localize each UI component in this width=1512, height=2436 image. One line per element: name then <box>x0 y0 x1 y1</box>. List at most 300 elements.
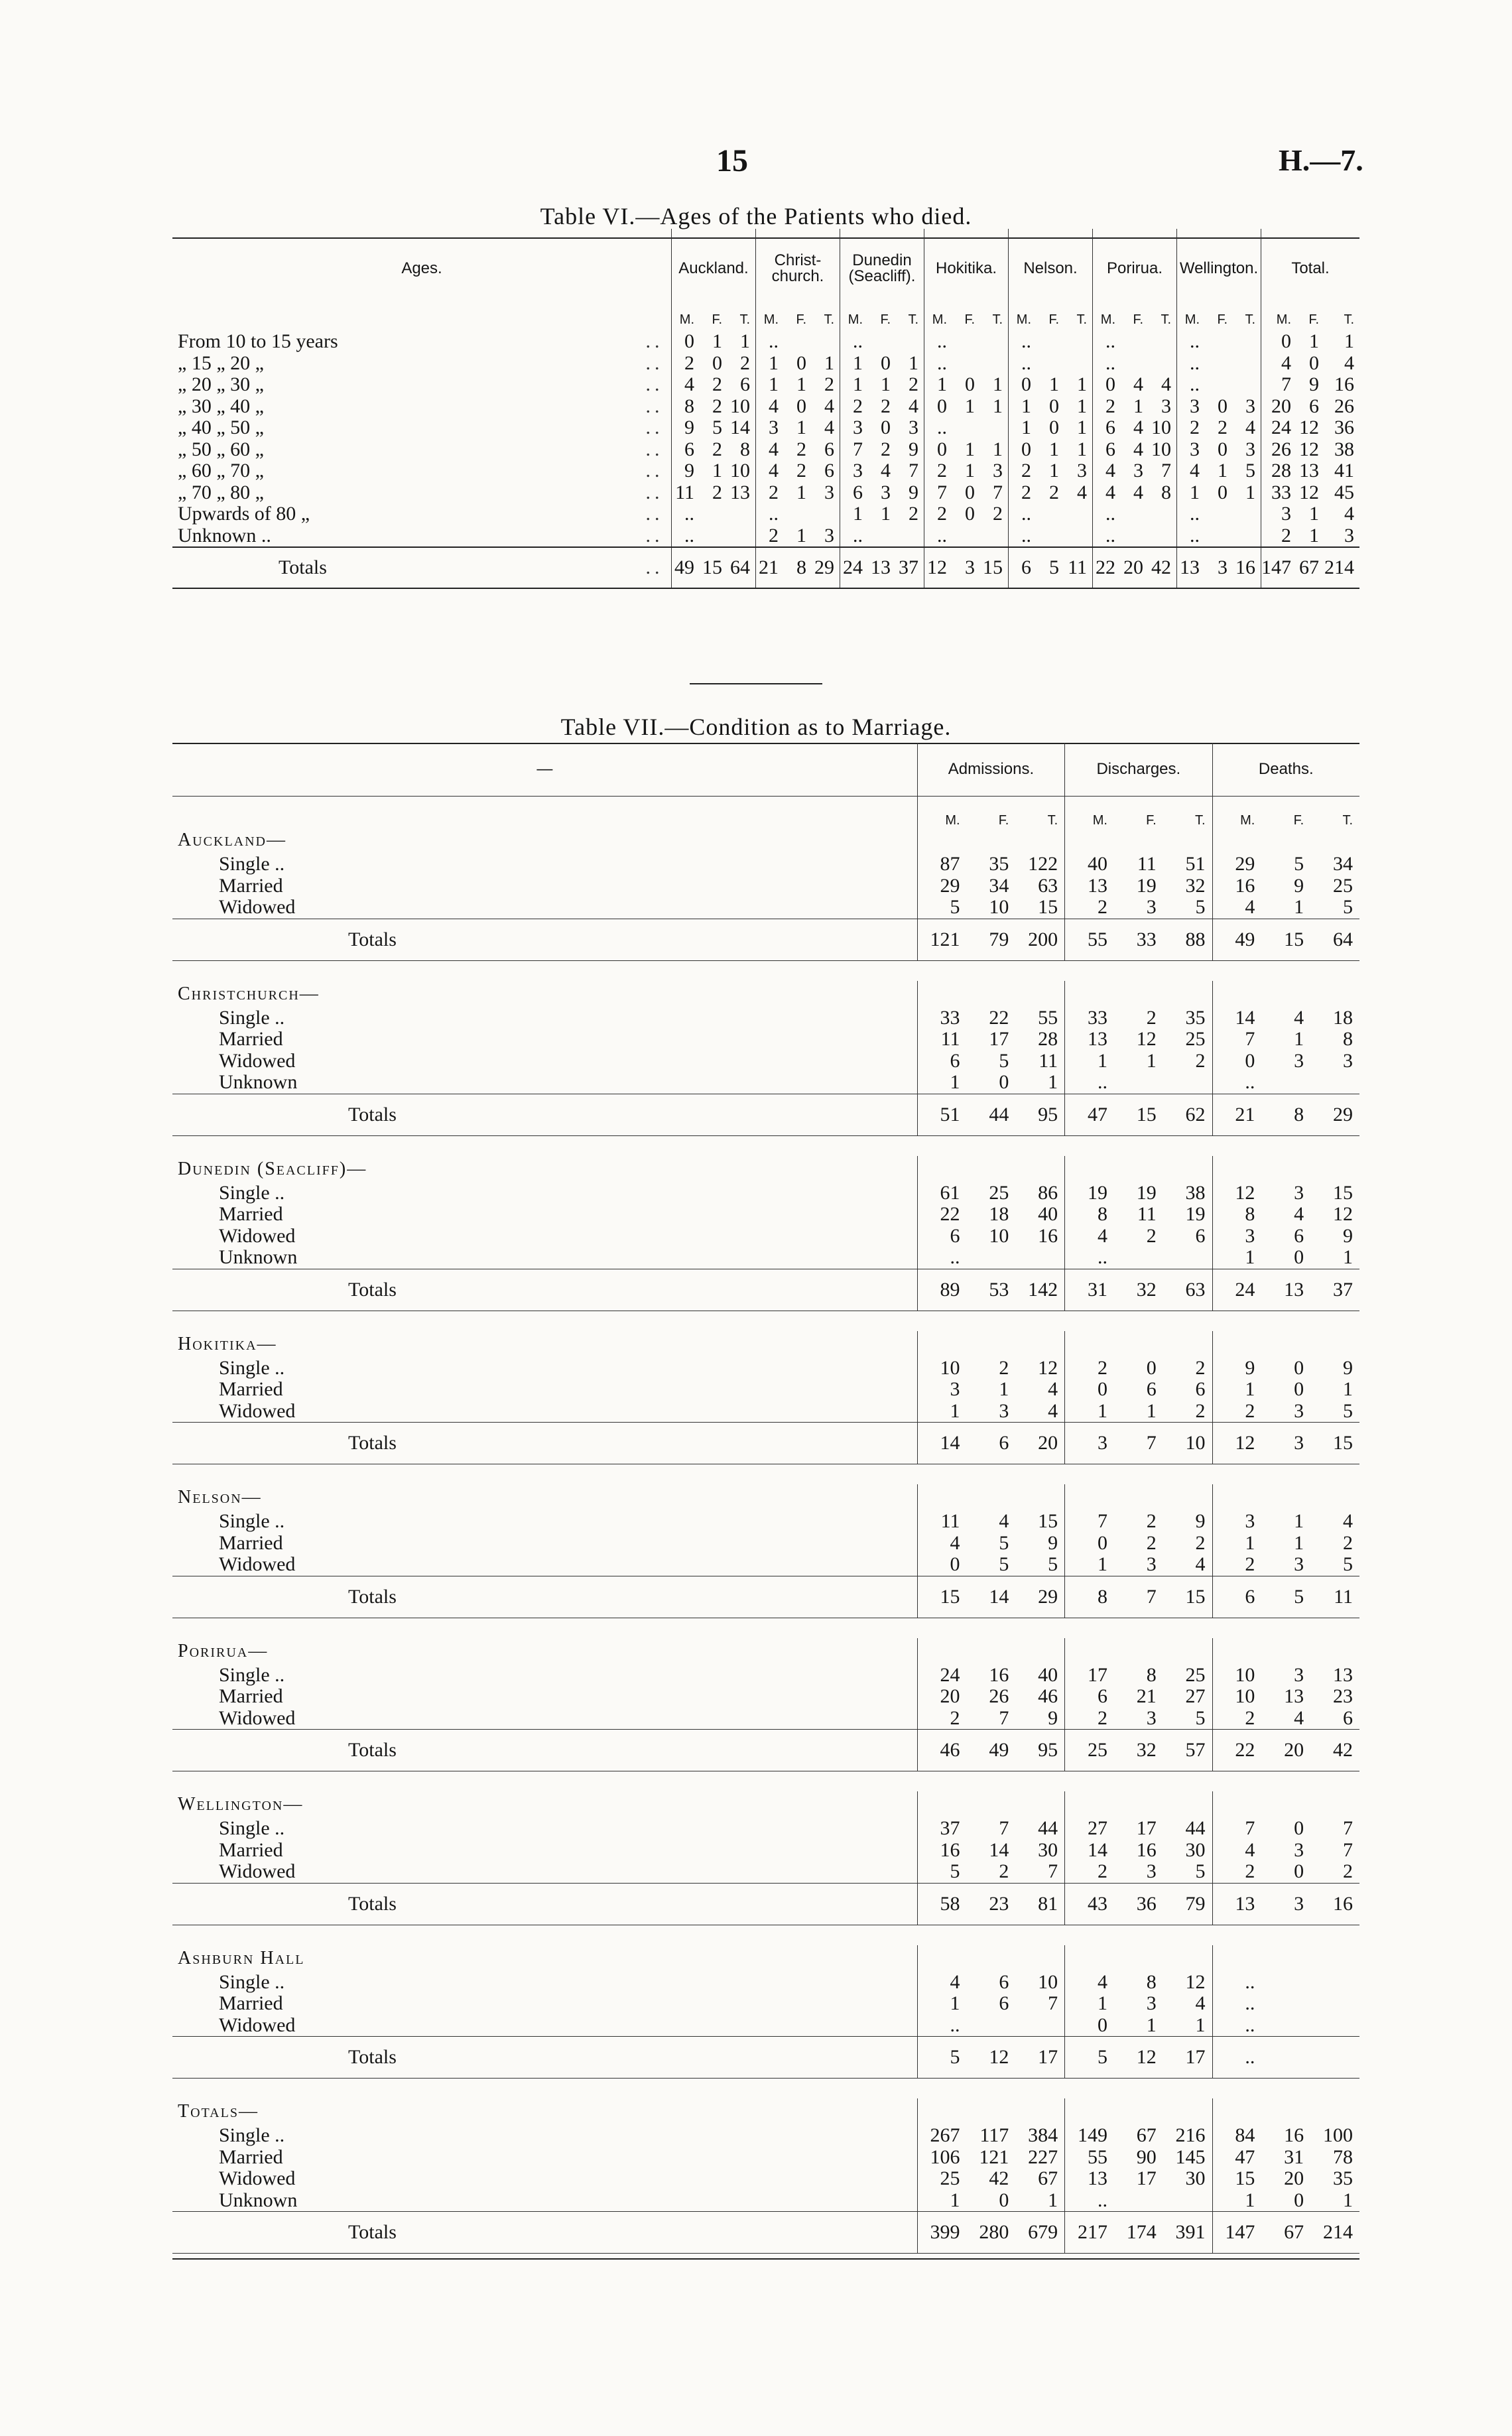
table6-total-cell: 67 <box>1296 547 1324 588</box>
table7-totals-label: Totals <box>172 1730 917 1771</box>
table6-cell: 0 <box>796 395 806 417</box>
table6-cell <box>812 503 840 525</box>
table7-row-label-text: Married <box>219 1992 283 2015</box>
table7-cell: 16 <box>917 1840 966 1862</box>
table7-total-cell: 20 <box>1015 1423 1064 1464</box>
table7-cell: .. <box>1065 1072 1114 1094</box>
table7-cell: 67 <box>1038 2167 1058 2190</box>
table6-cell <box>896 331 924 353</box>
table6-mft-row <box>172 308 1359 331</box>
table6-cell <box>980 331 1009 353</box>
table7-cell: 34 <box>989 874 1009 897</box>
table6-cell <box>952 417 980 439</box>
table6-cell: 1 <box>965 460 975 482</box>
table6-cell: 2 <box>1049 481 1059 503</box>
table7-cell: 1 <box>1212 1379 1261 1401</box>
table7-section-heading-row <box>172 2098 1359 2125</box>
table7-cell: 4 <box>1294 1006 1304 1029</box>
table7-cell: 267 <box>917 2125 966 2147</box>
table6-age-label: „ 70 „ 80 „ <box>178 481 264 503</box>
table6-total-cell: 12 <box>924 547 953 588</box>
table6-cell: 6 <box>1093 439 1121 461</box>
table6-cell: 4 <box>1344 352 1354 374</box>
table7-row-label-text: Widowed <box>219 1860 296 1883</box>
table6-cell: 26 <box>1334 395 1354 417</box>
table7-row-label-text: Married <box>219 1203 283 1226</box>
table6-age-label: „ 15 „ 20 „ <box>178 352 264 374</box>
table6-cell: 6 <box>1093 417 1121 439</box>
table7-cell: 2 <box>1146 1006 1157 1029</box>
table6-cell: 16 <box>1334 373 1354 396</box>
table7-total-cell: 23 <box>967 1883 1016 1925</box>
table7-cell: 9 <box>1294 874 1304 897</box>
table6-cell: 2 <box>740 352 750 374</box>
table7-empty-cell <box>917 1945 966 1972</box>
table7-total-cell: 44 <box>967 1094 1016 1135</box>
table7-row-label-text: Widowed <box>219 1399 296 1422</box>
table7-cell: 1 <box>1294 1531 1304 1554</box>
table6-cell: 3 <box>824 481 834 503</box>
table7-total-cell: 14 <box>917 1423 966 1464</box>
table6-cell: .. <box>1093 525 1121 548</box>
table7-total-cell: 3 <box>1261 1883 1310 1925</box>
table7-cell: 10 <box>917 1358 966 1379</box>
table7-cell: 14 <box>1065 1840 1114 1862</box>
table7-cell: 26 <box>989 1685 1009 1708</box>
table6-col-header: Auckland. <box>672 229 756 308</box>
table7-cell: 5 <box>1195 1706 1206 1729</box>
table7-row <box>172 1226 1359 1248</box>
table6-cell: 1 <box>1077 438 1087 460</box>
table6-total-cell: 49 <box>672 547 700 588</box>
table6-cell: 1 <box>712 330 722 353</box>
table6-cell: 1 <box>740 330 750 353</box>
table7-cell: 25 <box>1333 874 1353 897</box>
table7-row-label <box>172 1840 917 1862</box>
table6-cell: 2 <box>840 396 869 418</box>
table7-cell: 3 <box>917 1379 966 1401</box>
table6-cell: .. <box>924 417 953 439</box>
table7-total-cell: 200 <box>1015 919 1064 960</box>
table6-total-cell: 6 <box>1009 547 1037 588</box>
table6-cell: 2 <box>909 503 918 525</box>
table6-total-cell: 3 <box>952 547 980 588</box>
table7-cell: 1 <box>1048 2189 1058 2211</box>
table7-spacer <box>172 1771 1359 1792</box>
table7-cell: 6 <box>1294 1224 1304 1247</box>
table7-cell: 27 <box>1185 1685 1206 1708</box>
table7-totals-row <box>172 1094 1359 1135</box>
table7-totals-label: Totals <box>172 1094 917 1135</box>
table7-cell: 6 <box>917 1226 966 1248</box>
table7-cell: 2 <box>1343 1860 1353 1883</box>
table6-cell: 7 <box>909 460 918 482</box>
table7-cell: 0 <box>1294 1356 1304 1379</box>
table6-cell: .. <box>672 525 700 548</box>
table7-row-label <box>172 1554 917 1576</box>
table7-cell: 20 <box>1284 2167 1304 2190</box>
table7-cell <box>1163 1072 1212 1094</box>
table6-cell <box>980 525 1009 548</box>
table6-age-label: Upwards of 80 „ <box>178 503 310 525</box>
table7-cell <box>967 1247 1016 1269</box>
table7-cell: 7 <box>1212 1818 1261 1840</box>
table7-cell <box>1114 2190 1163 2212</box>
table6-cell <box>1233 374 1261 396</box>
table6-cell: 5 <box>712 417 722 439</box>
table7-cell: 61 <box>917 1183 966 1204</box>
table7-cell: 17 <box>989 1028 1009 1051</box>
table7-total-cell: 62 <box>1163 1094 1212 1135</box>
table6-cell: 4 <box>672 374 700 396</box>
table7-col-header: Discharges. <box>1065 743 1212 797</box>
table6-cell <box>784 503 812 525</box>
table7-cell: 6 <box>1065 1686 1114 1708</box>
table6-cell <box>700 503 727 525</box>
table6-cell: 1 <box>965 395 975 417</box>
table6-cell: 0 <box>796 352 806 374</box>
table7-row-label <box>172 1051 917 1072</box>
table7-row-label <box>172 875 917 897</box>
table6-mft-label: T. <box>908 312 918 327</box>
table7-total-cell: 25 <box>1065 1730 1114 1771</box>
table7-cell: 13 <box>1065 875 1114 897</box>
table6-cell: 6 <box>840 482 869 504</box>
table7-cell: 4 <box>999 1510 1009 1533</box>
table7-row-label <box>172 1379 917 1401</box>
table6-cell <box>1037 503 1064 525</box>
table7-total-cell: 64 <box>1310 919 1359 960</box>
table7-total-cell: 13 <box>1212 1883 1261 1925</box>
table7-empty-cell <box>1261 2098 1310 2125</box>
table7-cell: 5 <box>1343 1399 1353 1422</box>
separator-rule <box>690 683 822 684</box>
table7-row <box>172 1358 1359 1379</box>
table7-cell: 1 <box>1294 1510 1304 1533</box>
table7-total-cell <box>1261 2037 1310 2079</box>
table6-cell: 1 <box>1077 373 1087 396</box>
table7-row-label-text: Single .. <box>219 1006 285 1029</box>
table7-total-cell: 55 <box>1065 919 1114 960</box>
table7-cell: 7 <box>1212 1029 1261 1051</box>
table7-empty-cell <box>1261 827 1310 854</box>
table6-age-label: „ 30 „ 40 „ <box>178 395 264 417</box>
table6-cell: 4 <box>1133 373 1143 396</box>
table6-cell: 1 <box>840 503 869 525</box>
table7-empty-cell <box>1163 1484 1212 1511</box>
table7-empty-cell <box>1261 1331 1310 1358</box>
table6-cell: 2 <box>924 460 953 482</box>
table7-cell: 12 <box>1038 1356 1058 1379</box>
table7-cell: 1 <box>1343 1378 1353 1401</box>
table7-empty-cell <box>1015 2098 1064 2125</box>
table7-empty-cell <box>1163 1945 1212 1972</box>
table7-total-cell: 12 <box>967 2037 1016 2079</box>
table7-cell: 4 <box>1065 1226 1114 1248</box>
table6-totals-label: Totals <box>172 547 638 588</box>
table7-cell: 1 <box>1195 2014 1206 2036</box>
table7-cell: 9 <box>1195 1510 1206 1533</box>
table7-cell: 0 <box>1294 1817 1304 1840</box>
table6-cell: 4 <box>1161 373 1171 396</box>
table6-cell: 0 <box>965 503 975 525</box>
table6-cell: 9 <box>909 438 918 460</box>
table6-col-header: Wellington. <box>1177 229 1261 308</box>
table7-cell: 2 <box>999 1860 1009 1883</box>
table7-mft-label: T. <box>1194 813 1206 828</box>
table7-row <box>172 1554 1359 1576</box>
table7-section-heading-row <box>172 1331 1359 1358</box>
table7-total-cell: 49 <box>967 1730 1016 1771</box>
table6-cell: 0 <box>1093 374 1121 396</box>
table6-cell: 1 <box>1218 460 1228 482</box>
table6-cell: 4 <box>756 396 785 418</box>
table7-row-label-text: Single .. <box>219 1663 285 1686</box>
table6-cell: 20 <box>1261 396 1297 418</box>
table6-cell: 2 <box>881 438 891 460</box>
table7-row <box>172 1379 1359 1401</box>
table7-section-name: Wellington— <box>178 1794 304 1815</box>
table6-cell <box>1205 374 1233 396</box>
table7-cell: 2 <box>1212 1554 1261 1576</box>
table6-mft-label: F. <box>796 312 806 327</box>
table7-cell: 13 <box>1065 1029 1114 1051</box>
table6-leader-dots: .. <box>645 330 664 353</box>
table6-leader-dots: .. <box>645 395 664 417</box>
table6-cell: 1 <box>1049 460 1059 482</box>
table6-leader-dots: .. <box>645 503 664 525</box>
table7-mft-label: F. <box>998 813 1009 828</box>
table6-total-cell: 147 <box>1261 547 1297 588</box>
table7-total-cell: 22 <box>1212 1730 1261 1771</box>
table6-total-cell: 16 <box>1233 547 1261 588</box>
table6-cell: 3 <box>1161 395 1171 417</box>
table7-cell: 0 <box>1146 1356 1157 1379</box>
table7-cell: 4 <box>1212 1840 1261 1862</box>
table7-cell: 16 <box>1212 875 1261 897</box>
table7-total-cell: 15 <box>917 1576 966 1618</box>
table6-row <box>172 460 1359 482</box>
table7-cell: 40 <box>1038 1203 1058 1226</box>
table7-row-label-text: Widowed <box>219 1049 296 1072</box>
table6-cell: 0 <box>965 373 975 396</box>
table6-cell: 0 <box>881 417 891 439</box>
table6-total-cell: 3 <box>1205 547 1233 588</box>
table6-mft-label: F. <box>1048 312 1059 327</box>
table7-cell: 3 <box>1212 1511 1261 1533</box>
table7-cell: 2 <box>999 1356 1009 1379</box>
table7-row <box>172 1993 1359 2015</box>
table6-cell: 4 <box>1093 482 1121 504</box>
table6-cell: 4 <box>824 395 834 417</box>
table6-leader-dots: .. <box>645 417 664 439</box>
table7-total-cell: 36 <box>1114 1883 1163 1925</box>
table7-cell: 1 <box>1065 1993 1114 2015</box>
table6-cell: 3 <box>909 417 918 439</box>
table6-cell: 1 <box>712 460 722 482</box>
table7-empty-cell <box>1015 981 1064 1007</box>
table6-corner: Ages. <box>401 259 442 277</box>
table7-row-label <box>172 2147 917 2169</box>
table6-cell: 2 <box>796 438 806 460</box>
table7-row <box>172 1533 1359 1555</box>
table7-row <box>172 897 1359 919</box>
table7-spacer <box>172 1464 1359 1485</box>
table7-cell: 25 <box>917 2168 966 2190</box>
table6-cell <box>980 353 1009 375</box>
table6-cell: .. <box>924 353 953 375</box>
table7-mft-label: M. <box>1065 797 1114 828</box>
table6-total-cell: 5 <box>1037 547 1064 588</box>
table7-cell: 25 <box>1185 1663 1206 1686</box>
table6-total-cell: 8 <box>784 547 812 588</box>
table7-cell: 7 <box>1065 1511 1114 1533</box>
table7-cell: .. <box>1212 1072 1261 1094</box>
table6-cell: 3 <box>1177 439 1206 461</box>
table7-total-cell: 31 <box>1065 1269 1114 1311</box>
table6-cell: 1 <box>1177 482 1206 504</box>
table6-cell: 0 <box>1218 395 1228 417</box>
table6-cell: 1 <box>1245 481 1255 503</box>
table7-empty-cell <box>1065 981 1114 1007</box>
table6-cell <box>812 331 840 353</box>
table6-cell <box>1149 353 1177 375</box>
table7-cell: 55 <box>1038 1006 1058 1029</box>
table7-row-label-text: Unknown <box>219 1246 298 1269</box>
table6-cell <box>727 525 756 548</box>
table7-cell: 5 <box>1343 1553 1353 1576</box>
table7-cell <box>1310 1072 1359 1094</box>
table6-cell: 2 <box>1009 482 1037 504</box>
table6-cell <box>1064 353 1093 375</box>
table7-cell: 6 <box>999 1970 1009 1993</box>
table6-cell <box>952 331 980 353</box>
table7-total-cell: 142 <box>1015 1269 1064 1311</box>
table7-row-label <box>172 2125 917 2147</box>
table6-cell: 0 <box>1009 439 1037 461</box>
table6-cell: 7 <box>924 482 953 504</box>
table7-totals-label: Totals <box>172 1269 917 1311</box>
table7-cell: 5 <box>1195 896 1206 919</box>
table6-cell: .. <box>1093 353 1121 375</box>
table7-row-label-text: Widowed <box>219 1224 296 1247</box>
table7-row-label-text: Single .. <box>219 853 285 875</box>
table6-cell <box>1121 353 1149 375</box>
table7-total-cell: 14 <box>967 1576 1016 1618</box>
table7-spacer-row <box>172 1311 1359 1331</box>
table6-mft-label: M. <box>840 308 869 331</box>
table7-row-label <box>172 1708 917 1730</box>
table6-cell: 1 <box>1309 330 1319 353</box>
table7-cell: 1 <box>1294 896 1304 919</box>
table7-row-label-text: Married <box>219 874 283 897</box>
table7-cell: 87 <box>917 854 966 875</box>
table7-cell: 10 <box>989 896 1009 919</box>
table7-total-cell: 47 <box>1065 1094 1114 1135</box>
table7-empty-cell <box>1114 1331 1163 1358</box>
table7-total-cell: 32 <box>1114 1730 1163 1771</box>
table7-cell: 30 <box>1038 1838 1058 1861</box>
table6-total-cell: 13 <box>1177 547 1206 588</box>
table7-cell: 1 <box>1343 1246 1353 1269</box>
document-reference: H.—7. <box>1279 143 1363 177</box>
table6-cell: 1 <box>796 481 806 503</box>
table7-cell: .. <box>1065 1247 1114 1269</box>
table7-cell: 5 <box>1195 1860 1206 1883</box>
table7-cell: 28 <box>1038 1028 1058 1051</box>
table6-cell: 1 <box>1077 395 1087 417</box>
table6-cell <box>952 525 980 548</box>
table6-cell: 12 <box>1299 417 1319 439</box>
table7-cell: 20 <box>917 1686 966 1708</box>
table7-cell: 8 <box>1212 1204 1261 1226</box>
table7-cell: 15 <box>1038 1510 1058 1533</box>
table7-row-label-text: Widowed <box>219 1553 296 1576</box>
table7-cell: 1 <box>917 1401 966 1423</box>
table7-cell: 2 <box>1065 1708 1114 1730</box>
table7-cell: 9 <box>1212 1358 1261 1379</box>
table7-cell: 35 <box>1333 2167 1353 2190</box>
table6-cell: 4 <box>756 460 785 482</box>
table6-cell <box>1149 503 1177 525</box>
table6-leader-dots: .. <box>645 438 664 460</box>
table6-cell: .. <box>1009 525 1037 548</box>
table6-cell <box>952 353 980 375</box>
table6-mft-label: F. <box>1217 312 1228 327</box>
table6-cell: 0 <box>1218 438 1228 460</box>
table6-cell: 0 <box>924 439 953 461</box>
table7-row <box>172 2168 1359 2190</box>
table7-empty-cell <box>967 827 1016 854</box>
table6-total-cell: 21 <box>756 547 785 588</box>
table6-cell: 0 <box>712 352 722 374</box>
table6-cell: 4 <box>1344 503 1354 525</box>
table6-cell <box>896 525 924 548</box>
table6-cell: 2 <box>712 481 722 503</box>
table7-cell: 6 <box>1195 1224 1206 1247</box>
table7-cell: 3 <box>1294 1399 1304 1422</box>
table7-cell: 1 <box>1146 1399 1157 1422</box>
table7-total-cell: 95 <box>1015 1730 1064 1771</box>
table7-row <box>172 1686 1359 1708</box>
table6-leader-dots: .. <box>645 373 664 396</box>
table6-cell: 2 <box>756 482 785 504</box>
table7-empty-cell <box>1261 1638 1310 1665</box>
table7-cell: 1 <box>1065 1401 1114 1423</box>
table7-cell: 8 <box>1146 1970 1157 1993</box>
table6-cell: 3 <box>1344 524 1354 546</box>
table6-row <box>172 439 1359 461</box>
table7-total-cell: 57 <box>1163 1730 1212 1771</box>
table7-empty-cell <box>917 1638 966 1665</box>
table7-bottom-rule <box>172 2258 1359 2260</box>
table7-empty-cell <box>1015 1638 1064 1665</box>
table7-cell: 7 <box>1343 1838 1353 1861</box>
table7-total-cell: 8 <box>1261 1094 1310 1135</box>
table7-cell <box>1261 1993 1310 2015</box>
table7-row <box>172 1972 1359 1994</box>
table7-cell: 0 <box>1212 1051 1261 1072</box>
table6-age-label: Unknown .. <box>178 524 271 546</box>
table7-cell: 5 <box>917 897 966 919</box>
table7-cell: 19 <box>1136 874 1157 897</box>
table7-row <box>172 2015 1359 2037</box>
table7-empty-cell <box>1261 1791 1310 1818</box>
table7-mft-label: F. <box>1293 813 1304 828</box>
table6-cell: 9 <box>1309 373 1319 396</box>
table7-total-cell: 280 <box>967 2212 1016 2254</box>
table7-row <box>172 1401 1359 1423</box>
